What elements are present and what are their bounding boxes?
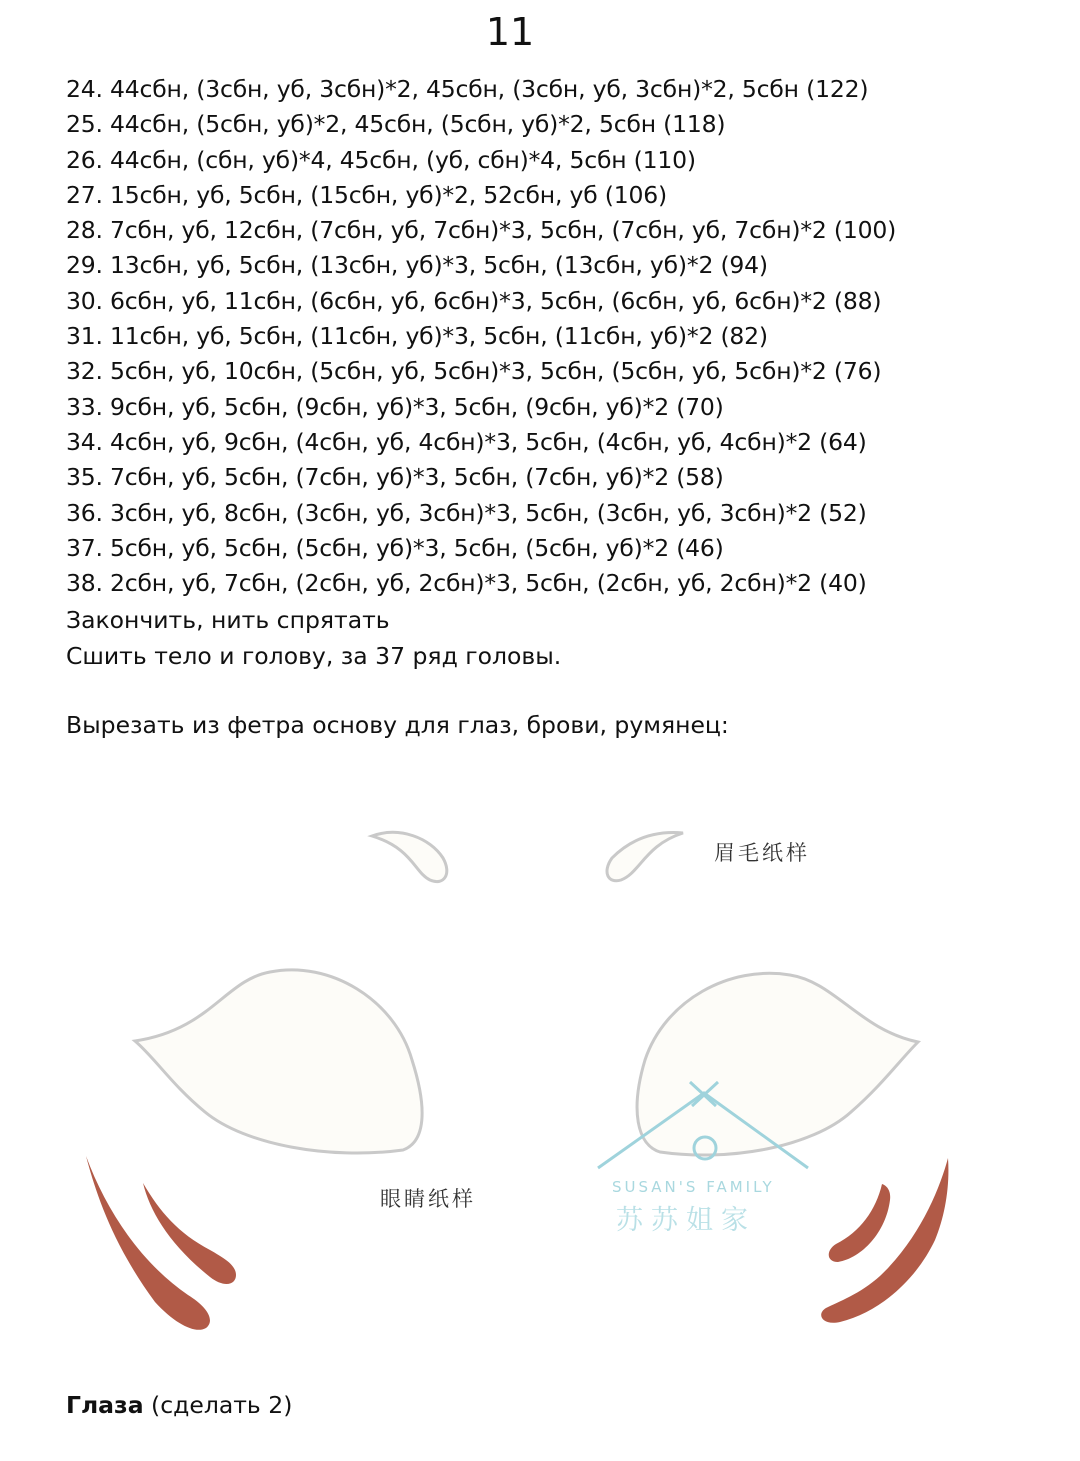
crochet-row-33: 33. 9сбн, уб, 5сбн, (9сбн, уб)*3, 5сбн, (9сбн, уб)*2 (70) [66, 392, 724, 421]
right-inner-blush [829, 1184, 890, 1262]
crochet-row-24: 24. 44сбн, (3сбн, уб, 3сбн)*2, 45сбн, (3сбн, уб, 3сбн)*2, 5сбн (122) [66, 75, 869, 103]
crochet-row-34: 34. 4сбн, уб, 9сбн, (4сбн, уб, 4сбн)*3, 5сбн, (4сбн, уб, 4сбн)*2 (64) [66, 427, 867, 456]
watermark-chinese: 苏苏姐家 [616, 1205, 756, 1236]
crochet-row-25: 25. 44сбн, (5сбн, уб)*2, 45сбн, (5сбн, уб)*2, 5сбн (118) [66, 110, 726, 139]
eye-pattern-label: 眼睛纸样 [380, 1187, 476, 1211]
finish-instruction: Закончить, нить спрятать [66, 606, 390, 634]
eyes-caption-rest: (сделать 2) [143, 1391, 293, 1419]
cut-felt-instruction: Вырезать из фетра основу для глаз, брови, румянец: [66, 711, 729, 739]
page-number: 11 [485, 10, 535, 54]
crochet-row-28: 28. 7сбн, уб, 12сбн, (7сбн, уб, 7сбн)*3, 5сбн, (7сбн, уб, 7сбн)*2 (100) [66, 216, 897, 245]
sew-instruction: Сшить тело и голову, за 37 ряд головы. [66, 642, 562, 670]
crochet-row-30: 30. 6сбн, уб, 11сбн, (6сбн, уб, 6сбн)*3, 5сбн, (6сбн, уб, 6сбн)*2 (88) [66, 286, 882, 315]
felt-pattern-figure [0, 790, 1080, 1350]
right-eye-shape [637, 973, 918, 1155]
left-inner-blush [143, 1183, 236, 1284]
crochet-row-36: 36. 3сбн, уб, 8сбн, (3сбн, уб, 3сбн)*3, 5сбн, (3сбн, уб, 3сбн)*2 (52) [66, 498, 867, 527]
eyebrow-pattern-label: 眉毛纸样 [714, 841, 810, 865]
crochet-rows-list [66, 72, 896, 601]
right-outer-blush [821, 1158, 948, 1323]
left-eye-shape [135, 970, 422, 1153]
crochet-row-37: 37. 5сбн, уб, 5сбн, (5сбн, уб)*3, 5сбн, (5сбн, уб)*2 (46) [66, 533, 724, 562]
crochet-row-29: 29. 13сбн, уб, 5сбн, (13сбн, уб)*3, 5сбн, (13сбн, уб)*2 (94) [66, 251, 768, 280]
right-eyebrow-shape [607, 833, 683, 881]
watermark-english: SUSAN'S FAMILY [612, 1178, 775, 1196]
crochet-row-38: 38. 2сбн, уб, 7сбн, (2сбн, уб, 2сбн)*3, 5сбн, (2сбн, уб, 2сбн)*2 (40) [66, 569, 867, 598]
crochet-row-26: 26. 44сбн, (сбн, уб)*4, 45сбн, (уб, сбн)*4, 5сбн (110) [66, 145, 696, 174]
eyes-caption [66, 1388, 292, 1423]
crochet-row-31: 31. 11сбн, уб, 5сбн, (11сбн, уб)*3, 5сбн, (11сбн, уб)*2 (82) [66, 322, 768, 351]
eyes-caption-bold: Глаза [66, 1391, 144, 1419]
left-eyebrow-shape [372, 832, 447, 881]
crochet-row-27: 27. 15сбн, уб, 5сбн, (15сбн, уб)*2, 52сбн, уб (106) [66, 180, 667, 209]
crochet-row-32: 32. 5сбн, уб, 10сбн, (5сбн, уб, 5сбн)*3, 5сбн, (5сбн, уб, 5сбн)*2 (76) [66, 357, 882, 386]
crochet-row-35: 35. 7сбн, уб, 5сбн, (7сбн, уб)*3, 5сбн, (7сбн, уб)*2 (58) [66, 463, 724, 492]
